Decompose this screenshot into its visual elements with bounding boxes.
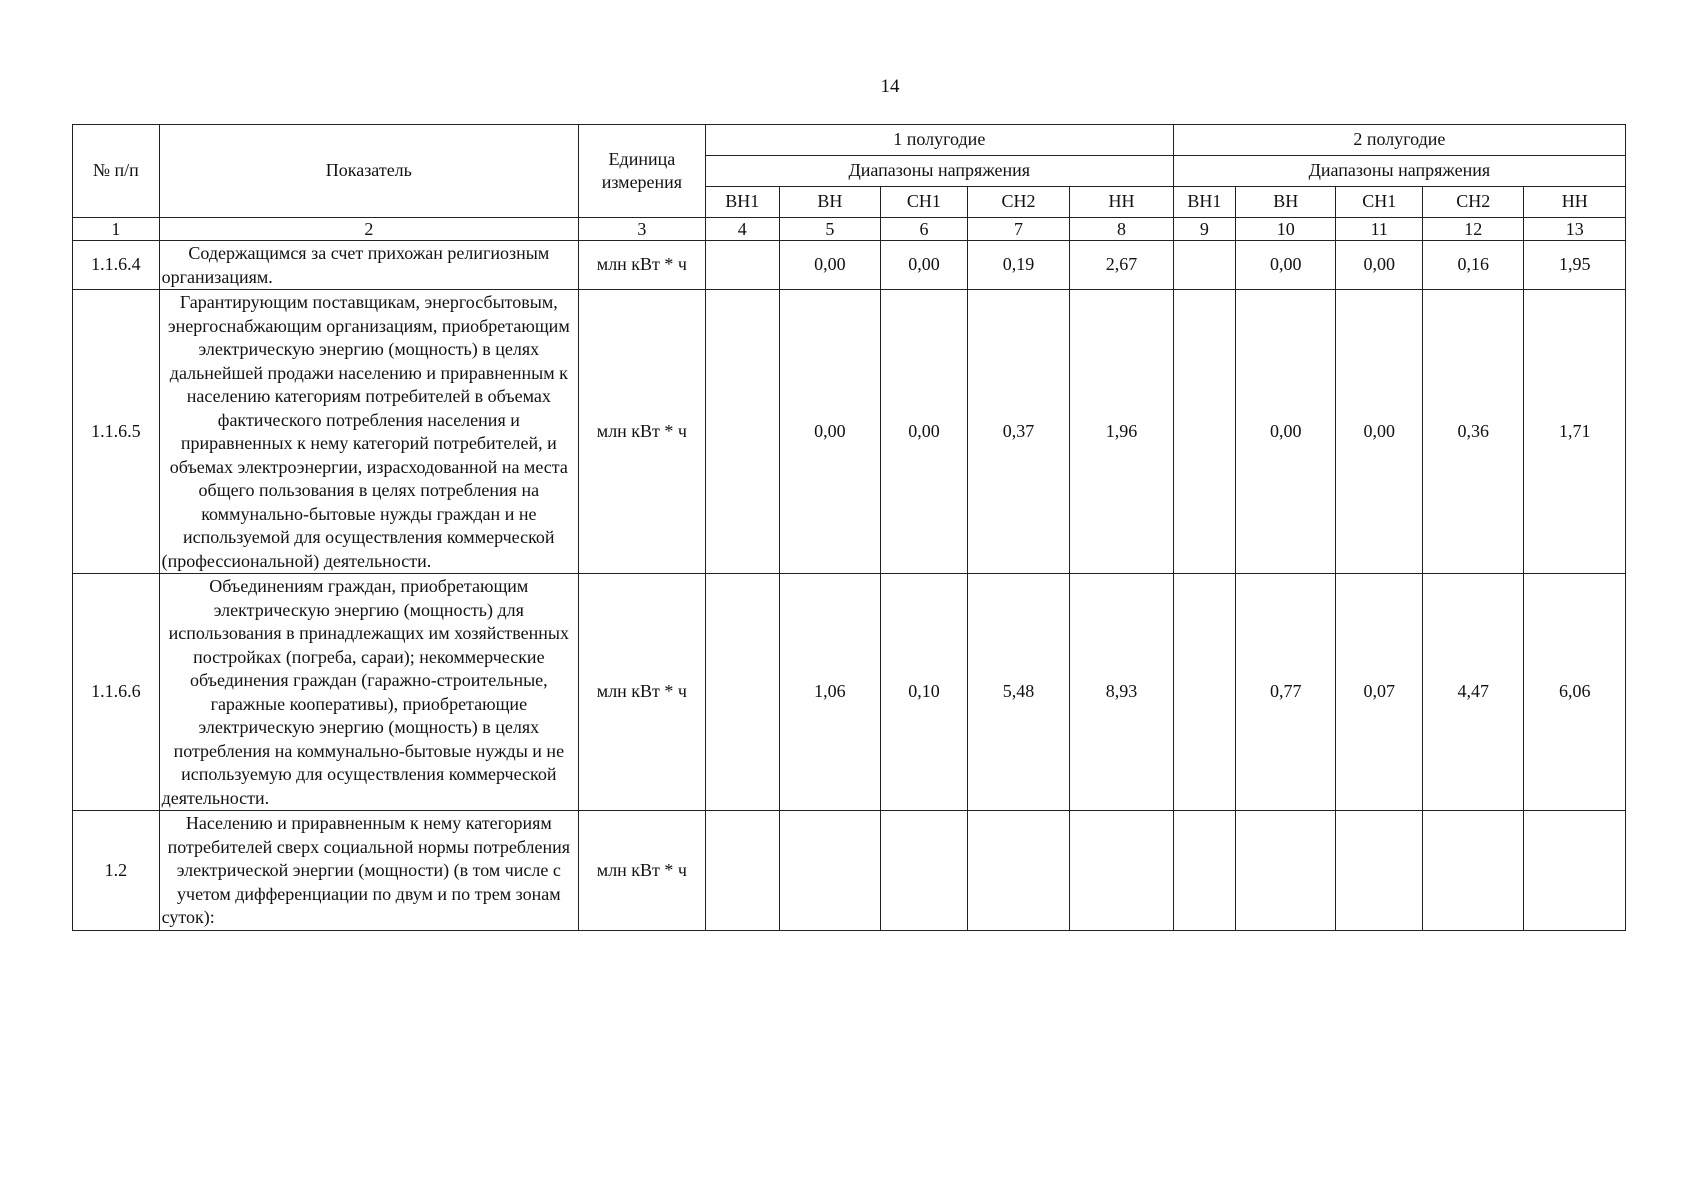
- row-description: Содержащимся за счет прихожан религиозным организациям.: [159, 241, 578, 290]
- row-number: 1.1.6.4: [73, 241, 160, 290]
- page-number: 14: [880, 76, 900, 97]
- value-cell: 1,06: [779, 574, 880, 811]
- row-unit: млн кВт * ч: [579, 811, 706, 931]
- value-cell: [705, 241, 779, 290]
- column-number: 13: [1524, 218, 1626, 241]
- value-cell: 1,71: [1524, 290, 1626, 574]
- value-cell: 0,16: [1423, 241, 1524, 290]
- value-cell: [1173, 811, 1235, 931]
- value-cell: 0,00: [1236, 241, 1336, 290]
- subheader-h1-nn: НН: [1070, 187, 1174, 218]
- row-description: Объединениям граждан, приобретающим электрическую энергию (мощность) для использования в принадлежащих им хозяйственных постройках (погреба, сараи); некоммерческие объединения граждан (гаражно-строительные, гаражные кооперативы), приобретающие электрическую энергию (мощность) в целях потребления на коммунально-бытовые нужды и не используемую для осуществления коммерческой деятельности.: [159, 574, 578, 811]
- value-cell: 0,00: [881, 290, 968, 574]
- row-unit: млн кВт * ч: [579, 574, 706, 811]
- value-cell: 0,00: [1336, 241, 1423, 290]
- header-voltage-ranges-1: Диапазоны напряжения: [705, 156, 1173, 187]
- row-description: Населению и приравненным к нему категориям потребителей сверх социальной нормы потребления электрической энергии (мощности) (в том числе с учетом дифференциации по двум и по трем зонам суток):: [159, 811, 578, 931]
- value-cell: 1,96: [1070, 290, 1174, 574]
- column-number: 5: [779, 218, 880, 241]
- value-cell: 0,19: [967, 241, 1069, 290]
- value-cell: [779, 811, 880, 931]
- row-number: 1.1.6.6: [73, 574, 160, 811]
- value-cell: [1336, 811, 1423, 931]
- value-cell: 6,06: [1524, 574, 1626, 811]
- value-cell: 0,77: [1236, 574, 1336, 811]
- value-cell: 0,07: [1336, 574, 1423, 811]
- value-cell: [1173, 574, 1235, 811]
- row-unit: млн кВт * ч: [579, 241, 706, 290]
- value-cell: [881, 811, 968, 931]
- value-cell: 5,48: [967, 574, 1069, 811]
- column-number: 4: [705, 218, 779, 241]
- table-row: [73, 811, 1626, 931]
- column-number: 2: [159, 218, 578, 241]
- column-number: 11: [1336, 218, 1423, 241]
- subheader-h1-vn1: ВН1: [705, 187, 779, 218]
- header-voltage-ranges-2: Диапазоны напряжения: [1173, 156, 1625, 187]
- value-cell: [705, 574, 779, 811]
- value-cell: 0,00: [779, 290, 880, 574]
- column-number: 7: [967, 218, 1069, 241]
- subheader-h2-nn: НН: [1524, 187, 1626, 218]
- header-indicator: Показатель: [159, 125, 578, 218]
- column-number: 12: [1423, 218, 1524, 241]
- subheader-h1-sn2: СН2: [967, 187, 1069, 218]
- column-number: 6: [881, 218, 968, 241]
- table-row: [73, 574, 1626, 811]
- column-numbers-row: [73, 218, 1626, 241]
- value-cell: 0,00: [881, 241, 968, 290]
- subheader-h2-vn: ВН: [1236, 187, 1336, 218]
- value-cell: [1236, 811, 1336, 931]
- value-cell: [1173, 290, 1235, 574]
- subheader-h2-vn1: ВН1: [1173, 187, 1235, 218]
- column-number: 10: [1236, 218, 1336, 241]
- value-cell: 2,67: [1070, 241, 1174, 290]
- header-num: № п/п: [73, 125, 160, 218]
- subheader-h1-sn1: СН1: [881, 187, 968, 218]
- table-row: [73, 290, 1626, 574]
- value-cell: [1423, 811, 1524, 931]
- data-table: [72, 124, 1626, 931]
- subheader-h1-vn: ВН: [779, 187, 880, 218]
- value-cell: 0,00: [779, 241, 880, 290]
- column-number: 3: [579, 218, 706, 241]
- row-description: Гарантирующим поставщикам, энергосбытовым, энергоснабжающим организациям, приобретающим электрическую энергию (мощность) в целях дальнейшей продажи населению и приравненным к населению категориям потребителей в объемах фактического потребления населения и приравненных к нему категорий потребителей, и объемах электроэнергии, израсходованной на места общего пользования в целях потребления на коммунально-бытовые нужды граждан и не используемой для осуществления коммерческой (профессиональной) деятельности.: [159, 290, 578, 574]
- column-number: 1: [73, 218, 160, 241]
- value-cell: 0,36: [1423, 290, 1524, 574]
- value-cell: [967, 811, 1069, 931]
- value-cell: [1070, 811, 1174, 931]
- value-cell: [1173, 241, 1235, 290]
- value-cell: [1524, 811, 1626, 931]
- value-cell: 4,47: [1423, 574, 1524, 811]
- value-cell: 0,37: [967, 290, 1069, 574]
- header-unit: Единица измерения: [579, 125, 706, 218]
- value-cell: 1,95: [1524, 241, 1626, 290]
- value-cell: 0,00: [1236, 290, 1336, 574]
- subheader-h2-sn1: СН1: [1336, 187, 1423, 218]
- value-cell: 0,10: [881, 574, 968, 811]
- header-half1: 1 полугодие: [705, 125, 1173, 156]
- value-cell: 8,93: [1070, 574, 1174, 811]
- value-cell: [705, 290, 779, 574]
- row-number: 1.2: [73, 811, 160, 931]
- table-row: [73, 241, 1626, 290]
- subheader-h2-sn2: СН2: [1423, 187, 1524, 218]
- row-number: 1.1.6.5: [73, 290, 160, 574]
- column-number: 9: [1173, 218, 1235, 241]
- row-unit: млн кВт * ч: [579, 290, 706, 574]
- value-cell: 0,00: [1336, 290, 1423, 574]
- value-cell: [705, 811, 779, 931]
- header-half2: 2 полугодие: [1173, 125, 1625, 156]
- column-number: 8: [1070, 218, 1174, 241]
